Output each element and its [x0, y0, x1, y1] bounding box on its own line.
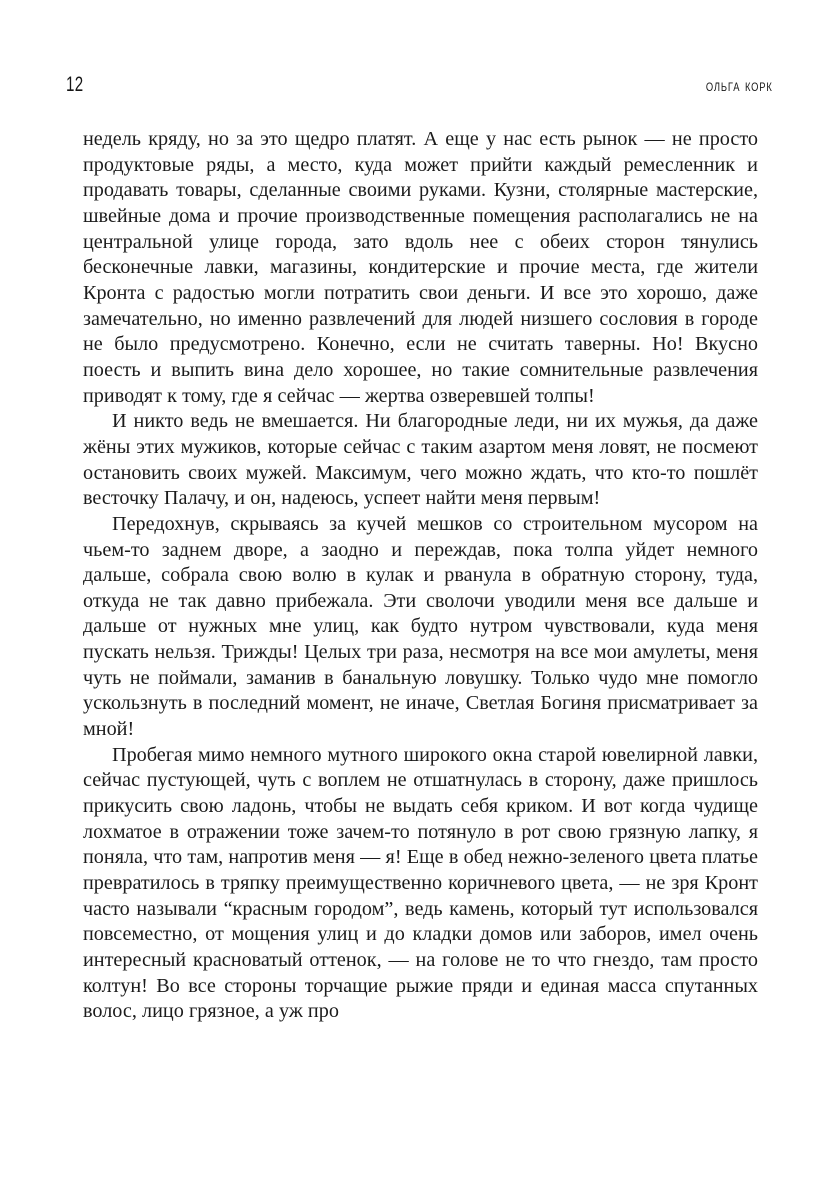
paragraph-rested: Передохнув, скрываясь за кучей мешков со строительном мусором на чьем-то заднем дворе, а заодно и переждав, пока толпа уйдет немного дальше, собрала свою волю в кулак и рванула в обратную сторону, туда, откуда не так давно прибежала. Эти сволочи уводили меня все дальше и дальше от нужных мне улиц, как будто нутром чувствовали, куда меня пускать нельзя. Трижды! Целых три раза, несмотря на все мои амулеты, меня чуть не поймали, заманив в банальную ловушку. Только чудо мне помогло ускользнуть в последний момент, не иначе, Светлая Богиня присматривает за мной!: [83, 512, 758, 741]
paragraph-continuation: недель кряду, но за это щедро платят. А еще у нас есть рынок — не просто продуктовые ряды, а место, куда может прийти каждый ремесленник и продавать товары, сделанные своими руками. Кузни, столярные мастерские, швейные дома и прочие производственные помещения располагались не на центральной улице города, зато вдоль нее с обеих сторон тянулись бесконечные лавки, магазины, кондитерские и прочие места, где жители Кронта с радостью могли потратить свои деньги. И все это хорошо, даже замечательно, но именно развлечений для людей низшего сословия в городе не было предусмотрено. Конечно, если не считать таверны. Но! Вкусно поесть и выпить вина дело хорошее, но такие сомнительные развлечения приводят к тому, где я сейчас — жертва озверевшей толпы!: [83, 128, 758, 407]
page-number: 12: [66, 73, 84, 96]
paragraph-nobody-intervenes: И никто ведь не вмешается. Ни благородные леди, ни их мужья, да даже жёны этих мужиков, которые сейчас с таким азартом меня ловят, не посмеют остановить своих мужей. Максимум, чего можно ждать, что кто-то пошлёт весточку Палачу, и он, надеюсь, успеет найти меня первым!: [83, 410, 758, 510]
running-head: [66, 74, 773, 104]
body-text-block: [83, 127, 758, 1025]
author-name: ольга корк: [706, 75, 773, 95]
paragraph-running-past: Пробегая мимо немного мутного широкого окна старой ювелирной лавки, сейчас пустующей, чуть с воплем не отшатнулась в сторону, даже пришлось прикусить свою ладонь, чтобы не выдать себя криком. И вот когда чудище лохматое в отражении тоже зачем-то потянуло в рот свою грязную лапку, я поняла, что там, напротив меня — я! Еще в обед нежно-зеленого цвета платье превратилось в тряпку преимущественно коричневого цвета, — не зря Кронт часто называли “красным городом”, ведь камень, который тут использовался повсеместно, от мощения улиц и до кладки домов или заборов, имел очень интересный красноватый оттенок, — на голове не то что гнездо, там просто колтун! Во все стороны торчащие рыжие пряди и единая масса спутанных волос, лицо грязное, а уж про: [83, 743, 758, 1023]
